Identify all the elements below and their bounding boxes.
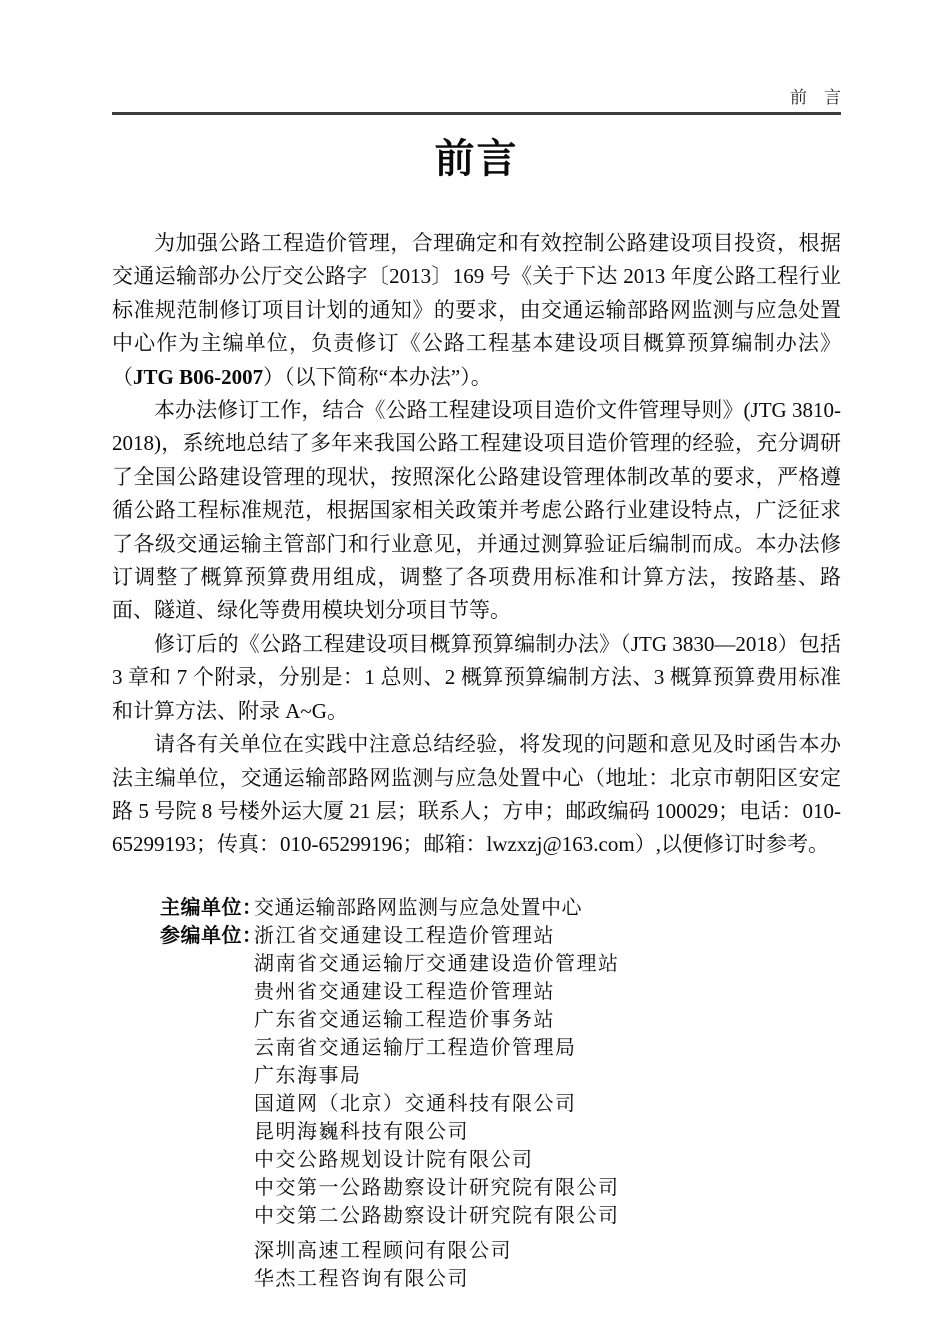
unit-row: [160, 950, 841, 978]
unit-name: 国道网（北京）交通科技有限公司: [254, 1092, 577, 1115]
standard-code-bold: JTG B06-2007: [133, 364, 264, 389]
unit-name: 湖南省交通运输厅交通建设造价管理站: [254, 952, 620, 975]
body-text: [112, 227, 841, 1293]
paragraph-text: 本办法修订工作，结合《公路工程建设项目造价文件管理导则》(JTG 3810-2018)，系统地总结了多年来我国公路工程建设项目造价管理的经验，充分调研了全国公路建设管理的现状，按照深化公路建设管理体制改革的要求，严格遵循公路工程标准规范，根据国家相关政策并考虑公路行业建设特点，广泛征求了各级交通运输主管部门和行业意见，并通过测算验证后编制而成。本办法修订调整了概算预算费用组成，调整了各项费用标准和计算方法，按路基、路面、隧道、绿化等费用模块划分项目节等。: [112, 398, 841, 623]
paragraph-text: 修订后的《公路工程建设项目概算预算编制办法》（JTG 3830—2018）包括 3 章和 7 个附录，分别是：1 总则、2 概算预算编制方法、3 概算预算费用标准和计算方法、附录 A~G。: [112, 631, 841, 723]
running-header-title: 前 言: [790, 88, 841, 107]
body-paragraph: [112, 394, 841, 628]
unit-row: [160, 1090, 841, 1118]
unit-label: 参编单位：: [160, 924, 263, 947]
unit-row: [160, 1265, 841, 1293]
unit-name: 中交第一公路勘察设计研究院有限公司: [254, 1176, 620, 1199]
paragraph-text: 请各有关单位在实践中注意总结经验，将发现的问题和意见及时函告本办法主编单位，交通运输部路网监测与应急处置中心（地址：北京市朝阳区安定路 5 号院 8 号楼外运大厦 21 层；联系人；方申；邮政编码 100029；电话：010-65299193；传真：010-65299196；邮箱：lwzxzj@163.com）,以便修订时参考。: [112, 732, 841, 857]
unit-row: [160, 1034, 841, 1062]
paragraph-text: 为加强公路工程造价管理，合理确定和有效控制公路建设项目投资，根据交通运输部办公厅交公路字〔2013〕169 号《关于下达 2013 年度公路工程行业标准规范制修订项目计划的通知》的要求，由交通运输部路网监测与应急处置中心作为主编单位，负责修订《公路工程基本建设项目概算预算编制办法》（: [112, 231, 841, 389]
header-rule: [112, 112, 841, 115]
paragraph-text: ）（以下简称“本办法”）。: [263, 364, 492, 389]
unit-name: 华杰工程咨询有限公司: [254, 1267, 469, 1290]
page-title: 前言: [434, 136, 519, 181]
body-paragraph: [112, 628, 841, 728]
paragraph-list: [112, 227, 841, 862]
unit-name: 中交第二公路勘察设计研究院有限公司: [254, 1204, 620, 1227]
unit-row: [160, 1118, 841, 1146]
unit-row: [160, 1237, 841, 1265]
unit-row: [160, 1062, 841, 1090]
unit-name: 昆明海巍科技有限公司: [254, 1120, 469, 1143]
unit-name: 贵州省交通建设工程造价管理站: [254, 980, 555, 1003]
unit-row: [160, 1006, 841, 1034]
unit-name: 浙江省交通建设工程造价管理站: [254, 924, 555, 947]
unit-name: 广东省交通运输工程造价事务站: [254, 1008, 555, 1031]
unit-name: 中交公路规划设计院有限公司: [254, 1148, 534, 1171]
unit-label: 主编单位：: [160, 896, 263, 919]
unit-name: 云南省交通运输厅工程造价管理局: [254, 1036, 577, 1059]
unit-row: [160, 1146, 841, 1174]
page-content: [112, 88, 841, 1293]
editing-units-section: [160, 894, 841, 1293]
page-header: [112, 88, 841, 115]
unit-row: [160, 978, 841, 1006]
body-paragraph: [112, 227, 841, 394]
unit-name: 广东海事局: [254, 1064, 362, 1087]
unit-row: [160, 1202, 841, 1230]
body-paragraph: [112, 728, 841, 862]
unit-name: 深圳高速工程顾问有限公司: [254, 1239, 512, 1262]
unit-row: [160, 1174, 841, 1202]
unit-row: [160, 922, 841, 950]
unit-name: 交通运输部路网监测与应急处置中心: [254, 896, 582, 919]
unit-row: [160, 894, 841, 922]
